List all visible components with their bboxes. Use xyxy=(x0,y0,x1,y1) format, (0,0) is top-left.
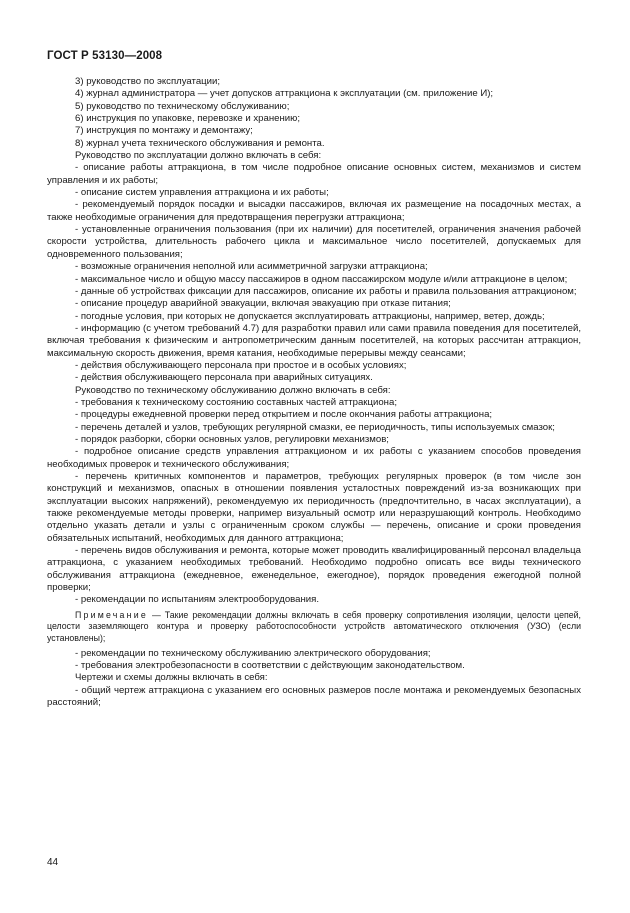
standard-header: ГОСТ Р 53130—2008 xyxy=(47,50,163,62)
list-item: - процедуры ежедневной проверки перед открытием и после окончания работы аттракциона; xyxy=(75,409,493,421)
list-item: - погодные условия, при которых не допускается эксплуатировать аттракционы, например, ветер, дождь; xyxy=(75,310,545,322)
list-item: - подробное описание средств управления аттракционом и их работы с указанием способов проведения необходимых проверок и технического обслуживания; xyxy=(47,446,581,470)
list-item: - общий чертеж аттракциона с указанием его основных размеров после монтажа и рекомендуемых безопасных расстояний; xyxy=(47,684,581,708)
list-item: - рекомендуемый порядок посадки и высадки пассажиров, включая их размещение на посадочных местах, а также необходимые ограничения для предотвращения перегрузки аттракциона; xyxy=(47,199,581,223)
list-item: 5) руководство по техническому обслуживанию; xyxy=(75,100,290,112)
page-number: 44 xyxy=(47,857,59,868)
list-item: - описание процедур аварийной эвакуации, включая эвакуацию при отказе питания; xyxy=(75,298,451,310)
list-item: - перечень критичных компонентов и параметров, требующих регулярных проверок (в том числе зон конструкций и механизмов, опасных в отношении появления усталостных повреждений из-за возникающих при эксплуатации высоких напряжений), рекомендуемую их периодичность (предпочтительно, в часах эксплуатации), а также рекомендуемые методы проверки, например визуальный осмотр или неразрушающий контроль. Необходимо отдельно указать детали и узлы с ограниченным сроком службы — перечень, описание и сроки проведения обязательных испытаний, необходимых для данного аттракциона; xyxy=(47,471,581,544)
list-item: - максимальное число и общую массу пассажиров в одном пассажирском модуле и/или аттракционе в целом; xyxy=(75,273,568,285)
section-intro: Чертежи и схемы должны включать в себя: xyxy=(75,672,268,684)
list-item: - требования к техническому состоянию составных частей аттракциона; xyxy=(75,396,397,408)
list-item: 8) журнал учета технического обслуживания и ремонта. xyxy=(75,137,325,149)
list-item: - рекомендации по испытаниям электрооборудования. xyxy=(75,594,320,606)
list-item: - рекомендации по техническому обслуживанию электрического оборудования; xyxy=(75,647,431,659)
list-item: 4) журнал администратора — учет допусков аттракциона к эксплуатации (см. приложение И); xyxy=(75,88,494,100)
list-item: - действия обслуживающего персонала при аварийных ситуациях. xyxy=(75,372,373,384)
note-paragraph xyxy=(47,610,581,645)
list-item: 6) инструкция по упаковке, перевозке и хранению; xyxy=(75,113,300,125)
list-item: - перечень видов обслуживания и ремонта, которые может проводить квалифицированный персонал владельца аттракциона, с указанием необходимых требований. Необходимо подробно описать все виды технического обслуживания аттракциона (ежедневное, еженедельное, ежегодное), порядок проведения ежегодной полной проверки; xyxy=(47,545,581,594)
list-item: - описание работы аттракциона, в том числе подробное описание основных систем, механизмов и систем управления и их работы; xyxy=(47,162,581,186)
list-item: 7) инструкция по монтажу и демонтажу; xyxy=(75,125,253,137)
list-item: - действия обслуживающего персонала при простое и в особых условиях; xyxy=(75,359,407,371)
list-item: - установленные ограничения пользования (при их наличии) для посетителей, ограничения значения рабочей скорости устройства, длительность рабочего цикла и максимальное число посетителей, допускаемых для одновременного пользования; xyxy=(47,224,581,260)
list-item: - описание систем управления аттракциона и их работы; xyxy=(75,187,329,199)
list-item: - требования электробезопасности в соответствии с действующим законодательством. xyxy=(75,659,465,671)
section-intro: Руководство по эксплуатации должно включать в себя: xyxy=(75,150,322,162)
list-item: - порядок разборки, сборки основных узлов, регулировки механизмов; xyxy=(75,433,389,445)
list-item: - данные об устройствах фиксации для пассажиров, описание их работы и правила пользования аттракционом; xyxy=(75,285,577,297)
document-body xyxy=(47,76,581,709)
list-item: - перечень деталей и узлов, требующих регулярной смазки, ее периодичность, типы используемых смазок; xyxy=(75,421,555,433)
list-item: 3) руководство по эксплуатации; xyxy=(75,76,221,87)
note-text: — Такие рекомендации должны включать в себя проверку сопротивления изоляции, целости цепей, целости заземляющего контура и проверку работоспособности устройств автоматического отключения (УЗО) (если установлены); xyxy=(47,609,581,643)
section-intro: Руководство по техническому обслуживанию должно включать в себя: xyxy=(75,384,391,396)
note-label: Примечание xyxy=(75,609,148,620)
list-item: - возможные ограничения неполной или асимметричной загрузки аттракциона; xyxy=(75,261,428,273)
list-item: - информацию (с учетом требований 4.7) для разработки правил или сами правила поведения для посетителей, включая требования к физическим и антропометрическим данным посетителей, на которых рассчитан аттракцион, максимальную скорость движения, время катания, необходимые перерывы между сеансами; xyxy=(47,322,581,359)
